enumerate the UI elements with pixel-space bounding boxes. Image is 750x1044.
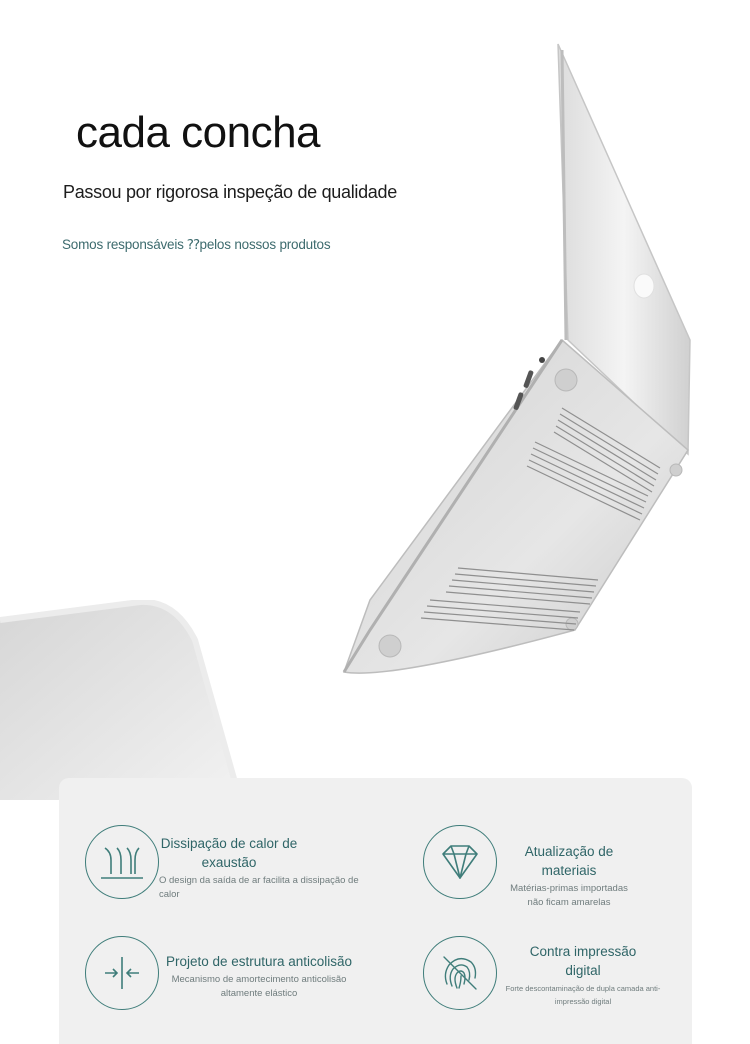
- laptop-shell-image: [330, 40, 710, 680]
- feature-title: Contra impressão digital: [529, 944, 637, 978]
- fingerprint-icon: [423, 936, 497, 1010]
- hero-subtitle: Passou por rigorosa inspeção de qualidade: [63, 182, 397, 202]
- heat-dissipation-icon: [85, 825, 159, 899]
- feature-title: Projeto de estrutura anticolisão: [165, 954, 353, 969]
- feature-title: Atualização de materiais: [524, 844, 614, 878]
- feature-title: Dissipação de calor de exaustão: [160, 836, 298, 870]
- feature-description: Mecanismo de amortecimento anticolisão altamente elástico: [171, 974, 347, 999]
- features-panel: [59, 778, 692, 1044]
- feature-description: O design da saída de ar facilita a dissipação de calor: [159, 875, 359, 900]
- hero-title: cada concha: [76, 108, 321, 157]
- feature-description: Forte descontaminação de dupla camada anti-impressão digital: [505, 984, 661, 1006]
- diamond-icon: [423, 825, 497, 899]
- feature-description: Matérias-primas importadas não ficam amarelas: [510, 883, 628, 908]
- chair-backdrop-image: [0, 600, 240, 800]
- hero-note: Somos responsáveis ⁇pelos nossos produtos: [62, 237, 331, 252]
- anti-collision-icon: [85, 936, 159, 1010]
